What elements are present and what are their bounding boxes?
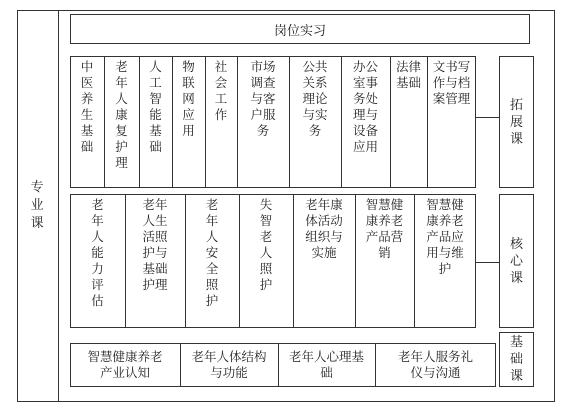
extension-course-label: 物联网应用: [182, 59, 195, 138]
core-course-cell: [125, 194, 185, 328]
extension-course-label: 老年人康复护理: [115, 59, 128, 170]
core-course-label: 老年人生活照护与基础护理: [142, 197, 168, 292]
root-label: 专业课: [30, 180, 44, 231]
extension-course-cell: [104, 56, 139, 188]
extension-course-cell: [427, 56, 476, 188]
extension-course-divider: [139, 56, 140, 188]
extension-course-cell: [205, 56, 237, 188]
extension-course-label: 法律基础: [395, 59, 421, 90]
core-course-cell: [185, 194, 239, 328]
extension-course-divider: [205, 56, 206, 188]
extension-course-label: 社会工作: [214, 59, 228, 122]
extension-course-label: 市场调查与客户服务: [250, 59, 276, 138]
core-course-label: 老年人安全照护: [205, 197, 219, 308]
core-course-divider: [185, 194, 186, 328]
basic-course-divider: [278, 343, 279, 387]
core-course-divider: [239, 194, 240, 328]
internship-label: 岗位实习: [273, 23, 326, 39]
core-course-divider: [355, 194, 356, 328]
extension-category-box: [499, 56, 534, 188]
core-course-divider: [125, 194, 126, 328]
extension-course-divider: [341, 56, 342, 188]
core-course-divider: [414, 194, 415, 328]
extension-connector: [476, 117, 499, 118]
extension-course-cell: [139, 56, 172, 188]
extension-course-cell: [172, 56, 205, 188]
internship-box: [70, 14, 530, 44]
core-course-label: 老年康体活动组织与实施: [305, 197, 343, 260]
core-category-box: [499, 194, 534, 328]
core-course-label: 老年人能力评估: [91, 197, 104, 308]
basic-course-cell: [375, 343, 496, 387]
basic-course-cell: [278, 343, 375, 387]
core-course-cell: [70, 194, 125, 328]
core-category-label: 核心课: [509, 236, 523, 286]
extension-course-divider: [237, 56, 238, 188]
core-course-label: 失智老人照护: [259, 197, 273, 292]
core-course-cell: [293, 194, 355, 328]
core-connector: [476, 262, 499, 263]
left-column-divider: [58, 10, 59, 402]
basic-course-label: 老年人服务礼仪与沟通: [397, 349, 473, 380]
core-course-label: 智慧健康养老产品应用与维护: [426, 197, 464, 276]
core-course-label: 智慧健康养老产品营销: [365, 197, 404, 260]
basic-course-label: 老年人心理基础: [288, 349, 364, 380]
basic-course-divider: [180, 343, 181, 387]
basic-course-label: 老年人体结构与功能: [191, 349, 267, 380]
extension-category-label: 拓展课: [509, 97, 523, 147]
core-course-cell: [355, 194, 414, 328]
basic-course-cell: [70, 343, 180, 387]
extension-course-label: 人工智能基础: [149, 59, 162, 154]
extension-course-label: 文书写作与档案管理: [432, 59, 471, 106]
core-course-divider: [293, 194, 294, 328]
extension-course-divider: [427, 56, 428, 188]
basic-category-box: [499, 332, 534, 387]
extension-course-cell: [70, 56, 104, 188]
root-label-container: [17, 10, 58, 402]
core-course-cell: [239, 194, 293, 328]
basic-course-label: 智慧健康养老产业认知: [87, 349, 163, 380]
basic-course-divider: [375, 343, 376, 387]
extension-course-cell: [289, 56, 341, 188]
extension-course-divider: [390, 56, 391, 188]
extension-course-cell: [237, 56, 289, 188]
basic-category-label: 基础课: [509, 335, 523, 384]
extension-course-label: 办公室事务处理与设备应用: [352, 59, 378, 154]
core-course-cell: [414, 194, 476, 328]
extension-course-cell: [390, 56, 427, 188]
extension-course-cell: [341, 56, 390, 188]
extension-course-label: 中医养生基础: [80, 59, 94, 154]
extension-course-label: 公共关系理论与实务: [302, 59, 328, 138]
extension-course-divider: [172, 56, 173, 188]
extension-course-divider: [289, 56, 290, 188]
extension-course-divider: [104, 56, 105, 188]
basic-course-cell: [180, 343, 278, 387]
